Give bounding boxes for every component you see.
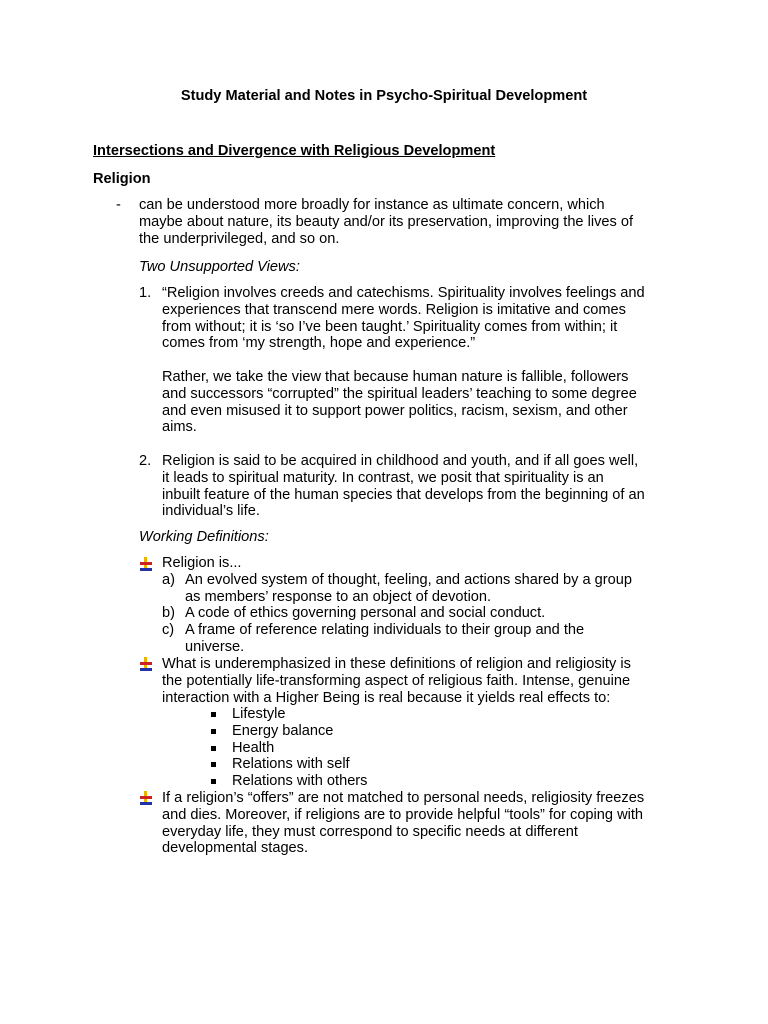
religion-is-text: Religion is... — [162, 555, 242, 571]
square-bullet-icon — [211, 729, 216, 734]
effect-item: Lifestyle — [232, 706, 286, 722]
cross-bullet-icon — [139, 656, 153, 672]
view-1-rebuttal — [162, 369, 637, 436]
offers-paragraph — [162, 790, 644, 857]
text-line: maybe about nature, its beauty and/or its preservation, improving the lives of — [139, 213, 634, 230]
section-heading: Intersections and Divergence with Religious Development — [93, 143, 496, 159]
text-line: A code of ethics governing personal and social conduct. — [185, 605, 546, 621]
text-line: “Religion involves creeds and catechisms. Spirituality involves feelings and — [162, 285, 645, 301]
text-line: Religion is said to be acquired in childhood and youth, and if all goes well, — [162, 453, 639, 469]
text-line: experiences that transcend mere words. Religion is imitative and comes — [162, 301, 626, 318]
square-bullet-icon — [211, 712, 216, 717]
definition-b-marker: b) — [162, 605, 175, 621]
effect-item: Relations with self — [232, 756, 350, 772]
view-2-paragraph — [162, 453, 645, 520]
effect-item: Relations with others — [232, 773, 368, 789]
view-2-marker: 2. — [139, 453, 152, 469]
text-line: interaction with a Higher Being is real because it yields real effects to: — [162, 689, 611, 706]
text-line: A frame of reference relating individuals to their group and the — [185, 622, 585, 638]
text-line: An evolved system of thought, feeling, and actions shared by a group — [185, 572, 633, 588]
effect-item: Health — [232, 740, 275, 756]
text-line: comes from ‘my strength, hope and experience.” — [162, 335, 476, 352]
text-line: individual’s life. — [162, 503, 260, 520]
intro-paragraph — [139, 197, 633, 247]
square-bullet-icon — [211, 746, 216, 751]
views-label: Two Unsupported Views: — [139, 259, 300, 275]
definition-b-text — [185, 605, 545, 622]
effect-item: Energy balance — [232, 723, 334, 739]
text-line: as members’ response to an object of devotion. — [185, 588, 492, 605]
text-line: the potentially life-transforming aspect of religious faith. Intense, genuine — [162, 672, 631, 689]
text-line: If a religion’s “offers” are not matched to personal needs, religiosity freezes — [162, 790, 645, 806]
page-title: Study Material and Notes in Psycho-Spiritual Development — [180, 88, 588, 104]
text-line: and dies. Moreover, if religions are to provide helpful “tools” for coping with — [162, 806, 644, 823]
text-line: and even misused it to support power politics, racism, sexism, and other — [162, 402, 628, 419]
square-bullet-icon — [211, 779, 216, 784]
text-line: everyday life, they must correspond to specific needs at different — [162, 823, 578, 840]
definition-c-marker: c) — [162, 622, 175, 638]
definition-a-text — [185, 572, 632, 606]
text-line: and successors “corrupted” the spiritual leaders’ teaching to some degree — [162, 385, 637, 402]
text-line: from without; it is ‘so I’ve been taught.’ Spirituality comes from within; it — [162, 318, 618, 335]
text-line: aims. — [162, 419, 197, 436]
cross-bullet-icon — [139, 556, 153, 572]
text-line: What is underemphasized in these definitions of religion and religiosity is — [162, 656, 631, 672]
square-bullet-icon — [211, 762, 216, 767]
view-1-paragraph — [162, 285, 645, 352]
dash-marker: - — [116, 197, 121, 213]
definition-a-marker: a) — [162, 572, 175, 588]
text-line: developmental stages. — [162, 840, 309, 857]
underemphasized-paragraph — [162, 656, 631, 706]
text-line: can be understood more broadly for instance as ultimate concern, which — [139, 197, 605, 213]
text-line: the underprivileged, and so on. — [139, 230, 340, 247]
text-line: universe. — [185, 638, 245, 655]
subheading-religion: Religion — [93, 171, 151, 187]
text-line: it leads to spiritual maturity. In contrast, we posit that spirituality is an — [162, 469, 604, 486]
definition-c-text — [185, 622, 584, 656]
definitions-label: Working Definitions: — [139, 529, 269, 545]
text-line: Rather, we take the view that because human nature is fallible, followers — [162, 369, 629, 385]
text-line: inbuilt feature of the human species that develops from the beginning of an — [162, 486, 645, 503]
view-1-marker: 1. — [139, 285, 152, 301]
cross-bullet-icon — [139, 790, 153, 806]
